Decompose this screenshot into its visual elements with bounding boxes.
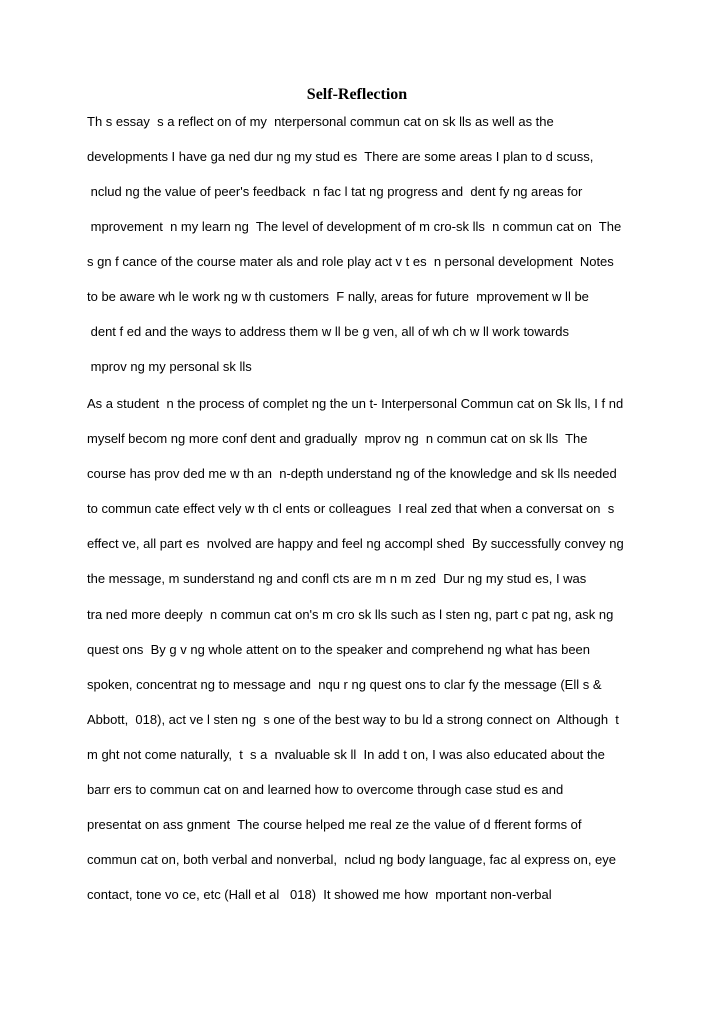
body-line: the message, m sunderstand ng and confl cts are m n m zed Dur ng my stud es, I was: [87, 571, 587, 586]
body-line: dent f ed and the ways to address them w ll be g ven, all of wh ch w ll work towards: [87, 324, 569, 339]
body-line: spoken, concentrat ng to message and nqu r ng quest ons to clar fy the message (Ell s &: [87, 677, 602, 692]
body-line: m ght not come naturally, t s a nvaluable sk ll In add t on, I was also educated about the: [87, 747, 605, 762]
body-line: barr ers to commun cat on and learned how to overcome through case stud es and: [87, 782, 564, 797]
body-line: to commun cate effect vely w th cl ents or colleagues I real zed that when a conversat on s: [87, 501, 615, 516]
body-line: developments I have ga ned dur ng my stud es There are some areas I plan to d scuss,: [87, 149, 594, 164]
body-line: s gn f cance of the course mater als and role play act v t es n personal development Notes: [87, 254, 614, 269]
body-line: commun cat on, both verbal and nonverbal, nclud ng body language, fac al express on, eye: [87, 852, 617, 867]
body-line: mprov ng my personal sk lls: [87, 359, 252, 374]
body-line: myself becom ng more conf dent and gradually mprov ng n commun cat on sk lls The: [87, 431, 588, 446]
body-line: effect ve, all part es nvolved are happy and feel ng accompl shed By successfully convey ng: [87, 536, 624, 551]
document-title: Self-Reflection: [306, 86, 408, 103]
body-line: course has prov ded me w th an n-depth understand ng of the knowledge and sk lls needed: [87, 466, 617, 481]
body-line: Th s essay s a reflect on of my nterpersonal commun cat on sk lls as well as the: [87, 114, 554, 129]
body-line: to be aware wh le work ng w th customers F nally, areas for future mprovement w ll be: [87, 289, 589, 304]
body-line: As a student n the process of complet ng the un t- Interpersonal Commun cat on Sk lls, I f nd: [87, 396, 624, 411]
body-line: tra ned more deeply n commun cat on's m cro sk lls such as l sten ng, part c pat ng, ask ng: [87, 607, 614, 622]
body-line: mprovement n my learn ng The level of development of m cro-sk lls n commun cat on The: [87, 219, 622, 234]
body-line: nclud ng the value of peer's feedback n fac l tat ng progress and dent fy ng areas for: [87, 184, 583, 199]
body-line: contact, tone vo ce, etc (Hall et al 018) It showed me how mportant non-verbal: [87, 887, 552, 902]
body-line: presentat on ass gnment The course helped me real ze the value of d fferent forms of: [87, 817, 582, 832]
body-line: quest ons By g v ng whole attent on to the speaker and comprehend ng what has been: [87, 642, 591, 657]
body-line: Abbott, 018), act ve l sten ng s one of the best way to bu ld a strong connect on Although t: [87, 712, 619, 727]
